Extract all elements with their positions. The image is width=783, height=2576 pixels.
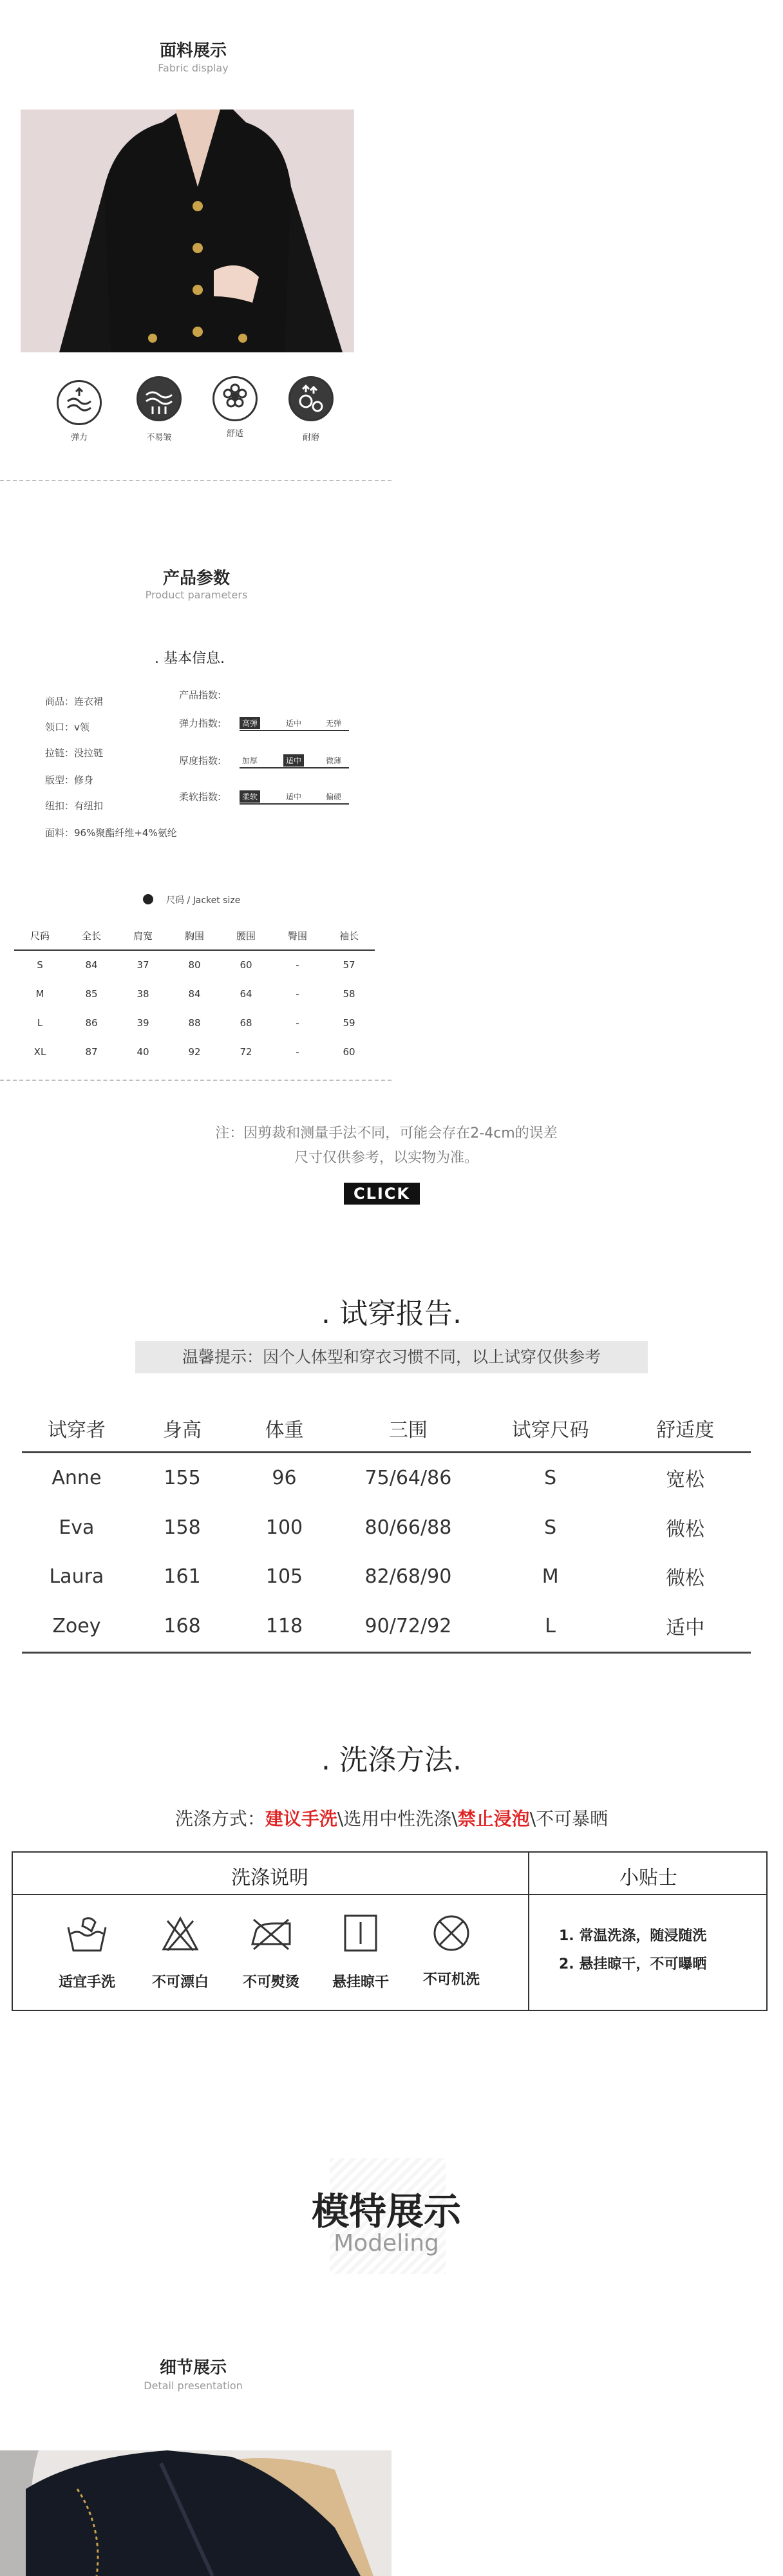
size-cell: 39 (137, 1016, 149, 1029)
no-machine-wash-icon (431, 1913, 471, 1953)
index-option-selected: 高弹 (240, 717, 260, 729)
wash-instructions-header: 洗涤说明 (231, 1867, 308, 1889)
index-option: 无弹 (326, 719, 342, 728)
basic-item: 面料：96%聚酯纤维+4%氨纶 (45, 827, 177, 839)
tryon-cell: 105 (265, 1565, 303, 1588)
size-cell: S (37, 959, 43, 971)
size-cell: 72 (240, 1045, 252, 1058)
tryon-col-header: 试穿尺码 (511, 1419, 589, 1442)
size-cell: 64 (240, 987, 252, 1000)
tryon-cell: 118 (265, 1614, 303, 1637)
size-cell: 57 (343, 959, 355, 971)
wash-item-label: 不可漂白 (151, 1974, 209, 1990)
wash-tip-item: 2. 悬挂晾干，不可曝晒 (559, 1956, 707, 1972)
size-cell: 40 (137, 1045, 149, 1058)
table-row (22, 1452, 751, 1503)
params-subtitle: Product parameters (145, 589, 248, 601)
basic-item: 领口：v领 (45, 721, 90, 733)
no-bleach-icon (161, 1914, 200, 1953)
tryon-cell: 100 (265, 1516, 303, 1539)
tryon-cell: 158 (164, 1516, 201, 1539)
tryon-cell: 适中 (666, 1617, 705, 1640)
detail-photo (0, 2450, 392, 2576)
hand-wash-icon (64, 1914, 109, 1953)
size-heading: 尺码 / Jacket size (166, 895, 241, 906)
size-cell: - (296, 1045, 299, 1058)
tryon-cell: Laura (49, 1565, 104, 1588)
table-row (14, 1037, 375, 1066)
size-cell: 37 (137, 959, 149, 971)
divider (0, 480, 392, 481)
wash-method-detergent: \选用中性洗涤\ (337, 1808, 458, 1829)
anti-wrinkle-icon (137, 376, 182, 421)
wash-method-prefix: 洗涤方式： (175, 1808, 265, 1829)
index-bar (240, 767, 349, 768)
comfort-flower-icon (212, 376, 258, 421)
basic-item: 版型：修身 (45, 774, 94, 786)
size-cell: 59 (343, 1016, 355, 1029)
fabric-title: 面料展示 (159, 41, 227, 61)
table-row (22, 1601, 751, 1652)
tryon-cell: 155 (164, 1466, 201, 1489)
size-col-header: 尺码 (30, 930, 50, 942)
size-col-header: 臀围 (287, 930, 307, 942)
tryon-header-row (22, 1406, 751, 1452)
size-cell: 86 (85, 1016, 98, 1029)
tryon-cell: S (544, 1516, 557, 1539)
size-col-header: 腰围 (236, 930, 256, 942)
size-cell: - (296, 959, 299, 971)
wash-method (64, 1805, 719, 1831)
wash-item-label: 悬挂晾干 (332, 1974, 389, 1990)
tryon-cell: 168 (164, 1614, 201, 1637)
index-option: 微薄 (326, 756, 342, 765)
size-cell: 60 (343, 1045, 355, 1058)
index-option-selected: 柔软 (240, 790, 260, 803)
params-title: 产品参数 (162, 569, 230, 588)
wear-resistant-icon (288, 376, 334, 421)
size-note-line1: 注：因剪裁和测量手法不同，可能会存在2-4cm的误差 (215, 1125, 558, 1141)
tryon-col-header: 舒适度 (656, 1419, 715, 1442)
size-note-line2: 尺寸仅供参考，以实物为准。 (294, 1150, 478, 1166)
stretch-icon (57, 380, 102, 425)
tryon-cell: 80/66/88 (364, 1516, 452, 1539)
index-option: 适中 (286, 719, 302, 728)
size-cell: - (296, 1016, 299, 1029)
bullet-icon (143, 894, 153, 904)
index-label: 弹力指数: (179, 718, 222, 729)
model-subtitle: Modeling (334, 2230, 439, 2256)
size-cell: XL (33, 1045, 46, 1058)
divider (0, 1080, 392, 1081)
click-button[interactable]: CLICK (344, 1183, 420, 1205)
no-iron-icon (249, 1914, 294, 1953)
table-row (14, 979, 375, 1008)
tryon-cell: 161 (164, 1565, 201, 1588)
wash-tips-header: 小贴士 (619, 1867, 677, 1889)
wash-title: . 洗涤方法. (321, 1744, 462, 1777)
size-cell: 85 (85, 987, 98, 1000)
size-col-header: 胸围 (184, 930, 204, 942)
table-row (22, 1503, 751, 1552)
fabric-photo (21, 110, 354, 352)
size-cell: 88 (188, 1016, 201, 1029)
wash-item-label: 不可熨烫 (242, 1974, 299, 1990)
tryon-col-header: 体重 (265, 1419, 304, 1442)
index-bar (240, 803, 349, 805)
size-cell: 60 (240, 959, 252, 971)
wash-table-divider (12, 1894, 768, 1895)
model-title: 模特展示 (311, 2190, 461, 2233)
index-bar (240, 730, 349, 731)
size-header-row (14, 921, 375, 950)
size-cell: 84 (85, 959, 98, 971)
size-col-header: 全长 (81, 930, 101, 942)
basic-info-heading: . 基本信息. (155, 651, 225, 667)
tryon-cell: 宽松 (666, 1469, 705, 1492)
basic-item: 拉链：没拉链 (45, 747, 104, 759)
feature-label: 耐磨 (302, 433, 319, 443)
wash-method-hand-wash: 建议手洗 (265, 1808, 337, 1829)
tryon-cell: 96 (272, 1466, 297, 1489)
table-row (22, 1552, 751, 1601)
detail-title: 细节展示 (159, 2358, 227, 2378)
tryon-table (22, 1406, 751, 1654)
basic-item: 纽扣：有纽扣 (45, 800, 104, 812)
index-option-selected: 适中 (283, 754, 304, 767)
tryon-cell: 微松 (666, 1518, 705, 1541)
basic-item: 商品：连衣裙 (45, 696, 104, 707)
wash-item-label: 适宜手洗 (58, 1974, 115, 1990)
index-heading: 产品指数: (179, 689, 222, 701)
feature-label: 不易皱 (146, 433, 172, 443)
hang-dry-icon (343, 1913, 379, 1953)
tryon-cell: 75/64/86 (364, 1466, 452, 1489)
tryon-col-header: 身高 (163, 1419, 202, 1442)
fabric-subtitle: Fabric display (158, 62, 229, 74)
size-cell: 58 (343, 987, 355, 1000)
size-cell: 84 (188, 987, 201, 1000)
tryon-cell: L (545, 1614, 556, 1637)
size-col-header: 肩宽 (133, 930, 153, 942)
size-col-header: 袖长 (339, 930, 359, 942)
size-cell: M (35, 987, 44, 1000)
tryon-cell: 82/68/90 (364, 1565, 452, 1588)
tryon-cell: M (542, 1565, 559, 1588)
index-label: 柔软指数: (179, 791, 222, 803)
size-cell: L (37, 1016, 43, 1029)
table-row (14, 950, 375, 979)
tryon-cell: Eva (59, 1516, 95, 1539)
wash-method-no-soak: 禁止浸泡 (457, 1808, 530, 1829)
size-cell: 80 (188, 959, 201, 971)
table-row (14, 1008, 375, 1037)
feature-label: 弹力 (70, 433, 88, 443)
wash-tip-item: 1. 常温洗涤，随浸随洗 (559, 1928, 707, 1944)
tryon-cell: 微松 (666, 1567, 705, 1590)
index-option: 加厚 (242, 756, 258, 765)
tryon-title: . 试穿报告. (321, 1297, 462, 1330)
tryon-cell: Anne (52, 1466, 102, 1489)
size-cell: 87 (85, 1045, 98, 1058)
index-option: 适中 (286, 792, 302, 801)
size-cell: - (296, 987, 299, 1000)
tryon-cell: Zoey (52, 1614, 101, 1637)
tryon-cell: S (544, 1466, 557, 1489)
tryon-col-header: 三围 (388, 1419, 428, 1442)
index-option: 偏硬 (326, 792, 342, 801)
tryon-tip: 温馨提示：因个人体型和穿衣习惯不同，以上试穿仅供参考 (135, 1341, 648, 1373)
wash-method-suffix: \不可暴晒 (529, 1808, 608, 1829)
size-cell: 38 (137, 987, 149, 1000)
wash-item-label: 不可机洗 (422, 1972, 480, 1988)
feature-label: 舒适 (226, 429, 243, 439)
size-cell: 92 (188, 1045, 201, 1058)
detail-subtitle: Detail presentation (144, 2380, 243, 2392)
size-table (14, 921, 375, 1066)
tryon-col-header: 试穿者 (47, 1419, 106, 1442)
tryon-cell: 90/72/92 (364, 1614, 452, 1637)
size-cell: 68 (240, 1016, 252, 1029)
index-label: 厚度指数: (179, 755, 222, 767)
